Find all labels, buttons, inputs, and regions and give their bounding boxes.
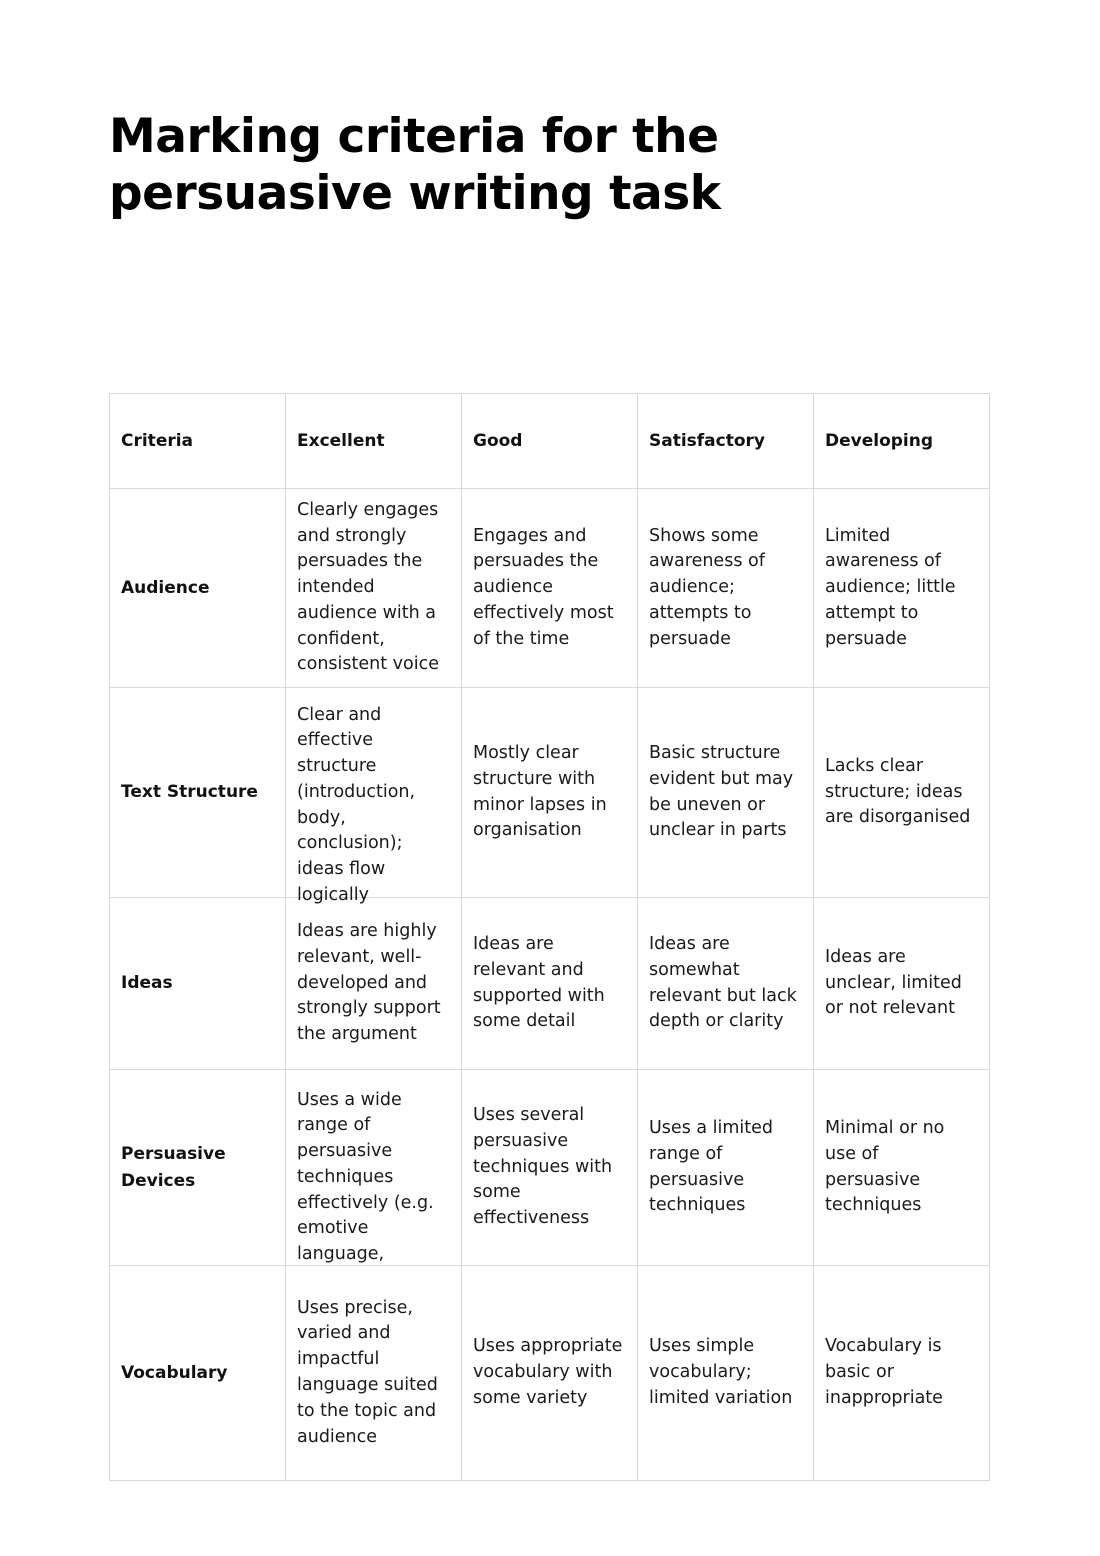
developing-cell: Ideas are unclear, limited or not relevant xyxy=(814,898,990,1070)
satisfactory-cell: Uses a limited range of persuasive techniques xyxy=(638,1070,814,1266)
good-cell: Mostly clear structure with minor lapses in organisation xyxy=(462,688,638,898)
header-cell-criteria: Criteria xyxy=(110,394,286,489)
satisfactory-cell: Basic structure evident but may be uneven or unclear in parts xyxy=(638,688,814,898)
table-row xyxy=(110,1070,990,1266)
good-cell: Uses several persuasive techniques with some effectiveness xyxy=(462,1070,638,1266)
satisfactory-cell: Shows some awareness of audience; attempts to persuade xyxy=(638,489,814,688)
table-header-row xyxy=(110,394,990,489)
developing-cell: Minimal or no use of persuasive techniques xyxy=(814,1070,990,1266)
criteria-cell: Persuasive Devices xyxy=(110,1070,286,1266)
criteria-cell: Vocabulary xyxy=(110,1266,286,1481)
developing-cell: Lacks clear structure; ideas are disorganised xyxy=(814,688,990,898)
header-cell-excellent: Excellent xyxy=(286,394,462,489)
good-cell: Engages and persuades the audience effectively most of the time xyxy=(462,489,638,688)
good-cell: Uses appropriate vocabulary with some variety xyxy=(462,1266,638,1481)
table-row xyxy=(110,898,990,1070)
excellent-cell: Uses a wide range of persuasive techniques effectively (e.g. emotive language, xyxy=(286,1070,462,1266)
table-row xyxy=(110,688,990,898)
excellent-cell: Ideas are highly relevant, well-developed and strongly support the argument xyxy=(286,898,462,1070)
developing-cell: Vocabulary is basic or inappropriate xyxy=(814,1266,990,1481)
criteria-cell: Audience xyxy=(110,489,286,688)
table-row xyxy=(110,489,990,688)
developing-cell: Limited awareness of audience; little attempt to persuade xyxy=(814,489,990,688)
excellent-cell: Clear and effective structure (introduction, body, conclusion); ideas flow logically xyxy=(286,688,462,898)
criteria-cell: Text Structure xyxy=(110,688,286,898)
page-title: Marking criteria for the persuasive writing task xyxy=(109,109,721,221)
table-row xyxy=(110,1266,990,1481)
header-cell-satisfactory: Satisfactory xyxy=(638,394,814,489)
good-cell: Ideas are relevant and supported with some detail xyxy=(462,898,638,1070)
excellent-cell: Uses precise, varied and impactful language suited to the topic and audience xyxy=(286,1266,462,1481)
header-cell-developing: Developing xyxy=(814,394,990,489)
criteria-cell: Ideas xyxy=(110,898,286,1070)
excellent-cell: Clearly engages and strongly persuades the intended audience with a confident, consistent voice xyxy=(286,489,462,688)
marking-criteria-table xyxy=(109,393,990,1481)
header-cell-good: Good xyxy=(462,394,638,489)
satisfactory-cell: Uses simple vocabulary; limited variation xyxy=(638,1266,814,1481)
satisfactory-cell: Ideas are somewhat relevant but lack depth or clarity xyxy=(638,898,814,1070)
